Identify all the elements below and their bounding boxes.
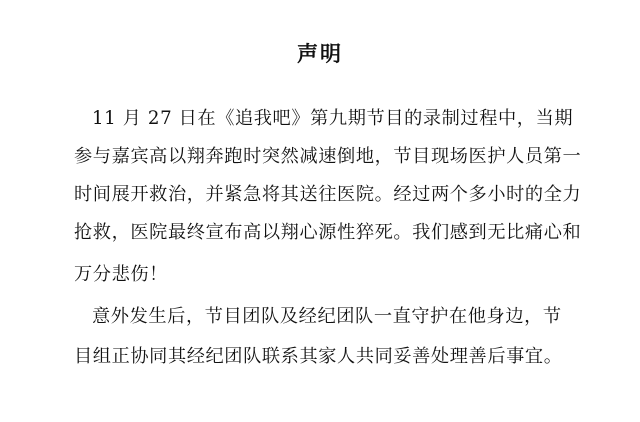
- paragraph-2-line-1: 意外发生后，节目团队及经纪团队一直守护在他身边，节: [92, 306, 562, 327]
- paragraph-1-line-1: 11 月 27 日在《追我吧》第九期节目的录制过程中，当期: [92, 108, 574, 129]
- paragraph-1-line-4: 抢救，医院最终宣布高以翔心源性猝死。我们感到无比痛心和: [74, 222, 582, 243]
- paragraph-2-line-2: 目组正协同其经纪团队联系其家人共同妥善处理善后事宜。: [74, 346, 563, 367]
- paragraph-1-line-2: 参与嘉宾高以翔奔跑时突然减速倒地，节目现场医护人员第一: [74, 146, 582, 167]
- document-title: 声明: [297, 42, 343, 66]
- paragraph-1-line-5: 万分悲伤！: [74, 264, 168, 285]
- paragraph-1-line-3: 时间展开救治，并紧急将其送往医院。经过两个多小时的全力: [74, 184, 582, 205]
